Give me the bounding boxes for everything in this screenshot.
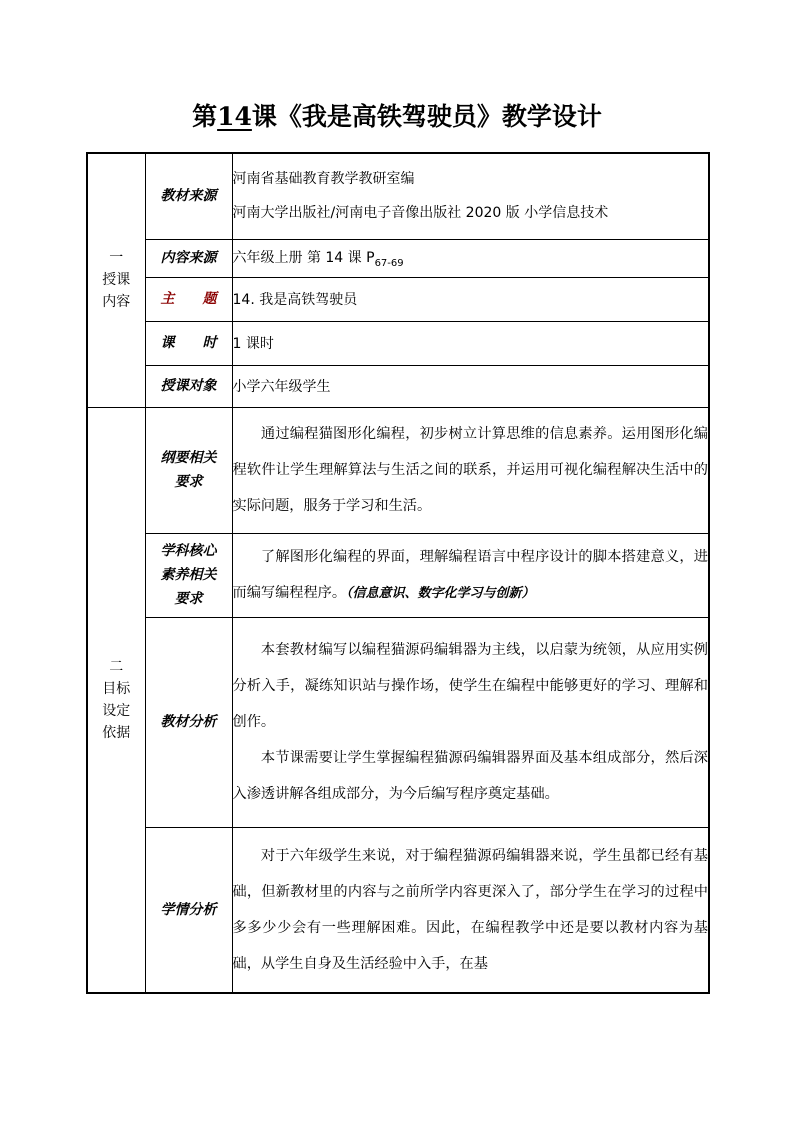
section2-number: 二: [109, 658, 124, 675]
label-textbook-source: 教材来源: [145, 153, 232, 239]
section2-label: [87, 407, 145, 993]
label-class-hours: 课 时: [145, 321, 232, 365]
label-line: 要求: [174, 591, 203, 607]
value-topic: 14. 我是高铁驾驶员: [232, 277, 709, 321]
label-line: 要求: [174, 474, 203, 490]
label-curriculum-requirements: [145, 407, 232, 533]
value-textbook-source: [232, 153, 709, 239]
row-core-literacy: [87, 533, 709, 617]
label-student-analysis: 学情分析: [145, 827, 232, 993]
value-student-analysis: [232, 827, 709, 993]
label-core-literacy: [145, 533, 232, 617]
label-content-source: 内容来源: [145, 239, 232, 277]
lesson-plan-table: [86, 152, 710, 994]
page-range: 67-69: [374, 257, 404, 269]
label-topic: [145, 277, 232, 321]
section1-label: [87, 153, 145, 407]
row-textbook-source: [87, 153, 709, 239]
label-line: 纲要相关: [160, 450, 217, 466]
label-line: 学科核心: [160, 543, 217, 559]
title-lesson-number: 14: [217, 102, 252, 131]
title-prefix: 第: [192, 102, 218, 131]
section2-label-line: 依据: [102, 724, 131, 741]
row-class-hours: [87, 321, 709, 365]
value-audience: 小学六年级学生: [232, 365, 709, 407]
label-topic-text: 主 题: [160, 291, 217, 307]
textbook-editor: 河南省基础教育教学教研室编: [232, 171, 415, 188]
value-core-literacy: [232, 533, 709, 617]
title-suffix: 课《我是高铁驾驶员》教学设计: [251, 102, 602, 131]
value-textbook-analysis: [232, 617, 709, 827]
page-title: [0, 100, 794, 134]
section2-label-line: 目标: [102, 680, 131, 697]
label-audience: 授课对象: [145, 365, 232, 407]
section2-label-line: 设定: [102, 702, 131, 719]
paragraph: 本节课需要让学生掌握编程猫源码编辑器界面及基本组成部分，然后深入渗透讲解各组成部分，为今后编写程序奠定基础。: [232, 750, 708, 802]
content-source-text: 六年级上册 第 14 课 P: [232, 250, 375, 267]
label-textbook-analysis: 教材分析: [145, 617, 232, 827]
paragraph: 对于六年级学生来说，对于编程猫源码编辑器来说，学生虽都已经有基础，但新教材里的内容与之前所学内容更深入了，部分学生在学习的过程中多多少少会有一些理解困难。因此，在编程教学中还是要以教材内容为基础，从学生自身及生活经验中入手，在基: [232, 847, 708, 972]
value-class-hours: 1 课时: [232, 321, 709, 365]
value-curriculum-requirements: [232, 407, 709, 533]
section1-number: 一: [109, 250, 124, 267]
row-topic: [87, 277, 709, 321]
row-content-source: [87, 239, 709, 277]
literacy-tags: （信息意识、数字化学习与创新）: [346, 585, 535, 601]
textbook-publisher: 河南大学出版社/河南电子音像出版社 2020 版 小学信息技术: [232, 205, 609, 222]
paragraph: 通过编程猫图形化编程，初步树立计算思维的信息素养。运用图形化编程软件让学生理解算法与生活之间的联系，并运用可视化编程解决生活中的实际问题，服务于学习和生活。: [232, 426, 708, 514]
label-line: 素养相关: [160, 567, 217, 583]
value-content-source: [232, 239, 709, 277]
section1-label-line: 内容: [102, 294, 131, 311]
row-textbook-analysis: [87, 617, 709, 827]
row-student-analysis: [87, 827, 709, 993]
paragraph: 了解图形化编程的界面，理解编程语言中程序设计的脚本搭建意义，进而编写编程程序。: [232, 548, 708, 601]
row-audience: [87, 365, 709, 407]
row-curriculum-requirements: [87, 407, 709, 533]
section1-label-line: 授课: [102, 272, 131, 289]
paragraph: 本套教材编写以编程猫源码编辑器为主线，以启蒙为统领，从应用实例分析入手，凝练知识站与操作场，使学生在编程中能够更好的学习、理解和创作。: [232, 642, 708, 730]
